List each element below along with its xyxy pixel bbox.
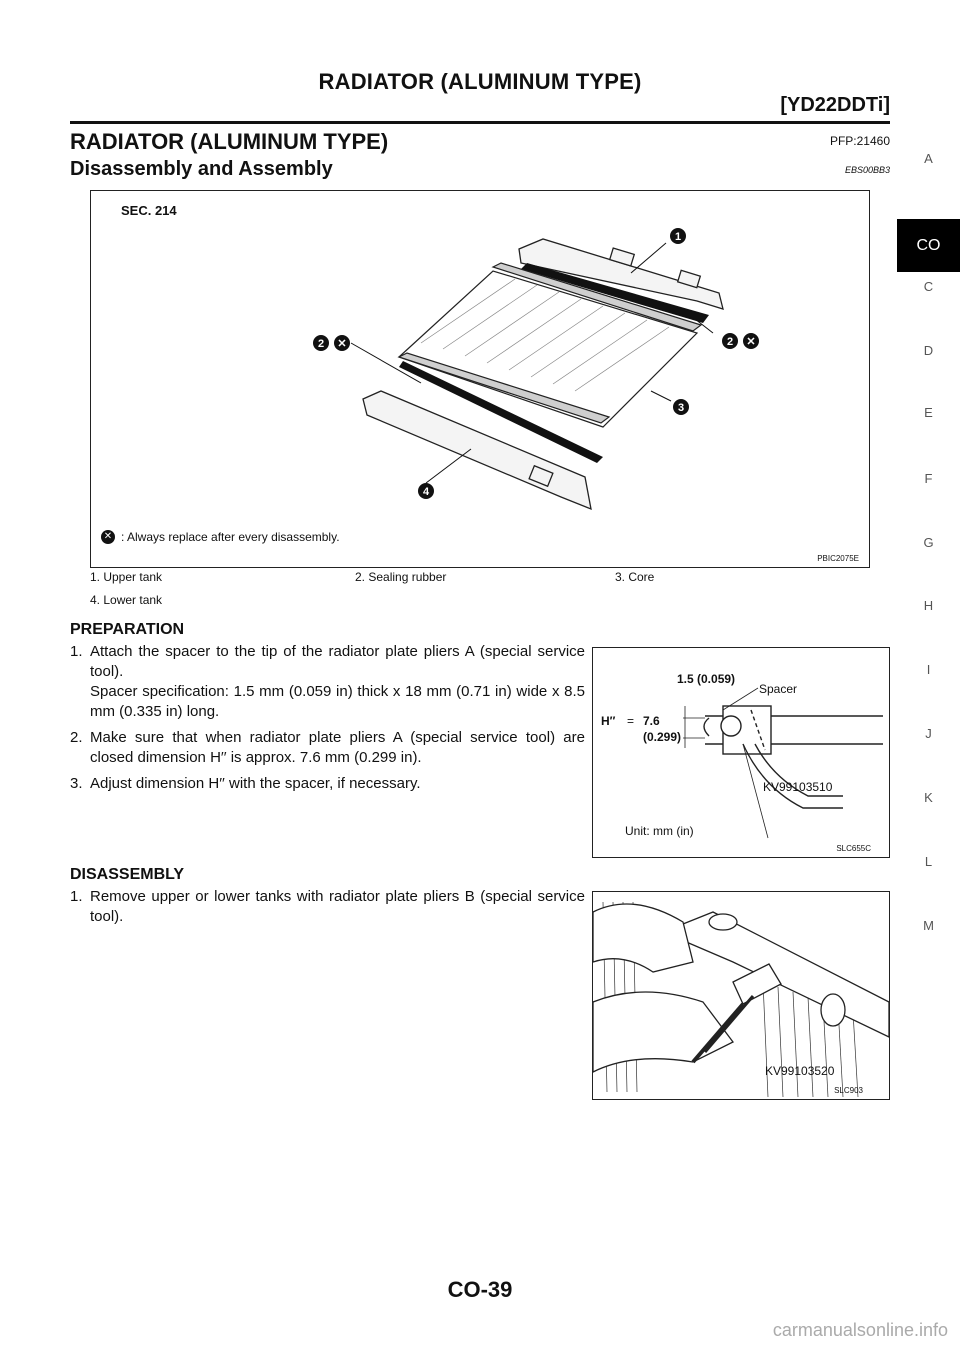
subsection-title: Disassembly and Assembly: [70, 158, 333, 180]
tool-number: KV99103520: [765, 1064, 835, 1078]
h-dimension-inch: (0.299): [643, 730, 682, 744]
h-dimension-value: 7.6: [643, 714, 660, 728]
part-item: 4. Lower tank: [90, 593, 163, 607]
radiator-drawing: [91, 191, 869, 567]
tab-i[interactable]: I: [926, 662, 931, 677]
tab-k[interactable]: K: [924, 790, 933, 805]
list-item: 3. Adjust dimension H′′ with the spacer, if necessary.: [70, 775, 421, 792]
tank-removal-figure: [592, 891, 890, 1100]
spacer-thickness: 1.5 (0.059): [677, 672, 736, 686]
figure-id: PBIC2075E: [817, 554, 859, 563]
callout-4: 4: [422, 486, 430, 498]
tab-g[interactable]: G: [923, 535, 934, 550]
tab-co-active[interactable]: CO: [897, 219, 960, 272]
disassembly-steps: [70, 887, 585, 933]
subsection-code: EBS00BB3: [844, 165, 890, 175]
disassembly-heading: DISASSEMBLY: [70, 866, 185, 883]
callout-1: 1: [674, 231, 682, 243]
page-number: CO-39: [447, 1277, 513, 1302]
radiator-exploded-figure: [90, 190, 870, 568]
tab-f[interactable]: F: [924, 471, 933, 486]
figure-id: SLC903: [834, 1086, 863, 1095]
tab-j[interactable]: J: [925, 726, 932, 741]
replace-legend: [101, 530, 340, 544]
part-item: 3. Core: [615, 570, 655, 584]
callout-2-left: 2: [317, 338, 325, 350]
callout-3: 3: [677, 402, 685, 414]
footer-watermark: carmanualsonline.info: [772, 1320, 948, 1340]
list-item: 1. Attach the spacer to the tip of the radiator plate pliers A (special service tool). Spacer specification: 1.5 mm (0.059 in) thick x 18 mm (0.71 in) wide x 8.5 mm (0.335 in) long.: [70, 643, 585, 720]
pliers-spacer-figure: [592, 647, 890, 858]
unit-label: Unit: mm (in): [625, 824, 694, 838]
sec-label: SEC. 214: [121, 203, 177, 218]
legend-text: : Always replace after every disassembly.: [121, 530, 340, 544]
h-dimension-label: H′′: [601, 714, 616, 728]
part-item: 2. Sealing rubber: [355, 570, 447, 584]
figure-id: SLC655C: [836, 844, 871, 853]
tab-h[interactable]: H: [923, 598, 934, 613]
h-equals: =: [627, 714, 635, 728]
tab-d[interactable]: D: [923, 343, 934, 358]
section-title: RADIATOR (ALUMINUM TYPE): [70, 129, 389, 154]
preparation-steps: [70, 642, 585, 800]
tab-l[interactable]: L: [924, 854, 933, 869]
tab-e[interactable]: E: [924, 405, 933, 420]
list-item: 1. Remove upper or lower tanks with radiator plate pliers B (special service tool).: [70, 888, 585, 925]
replace-icon: ✕: [101, 530, 115, 544]
tab-m[interactable]: M: [923, 918, 934, 933]
svg-text:✕: ✕: [746, 336, 756, 348]
svg-text:✕: ✕: [337, 338, 347, 350]
tank-removal-drawing: [593, 892, 889, 1099]
section-code: PFP:21460: [829, 134, 890, 148]
list-item: 2. Make sure that when radiator plate pliers A (special service tool) are closed dimension H′′ is approx. 7.6 mm (0.299 in).: [70, 729, 585, 766]
tab-c[interactable]: C: [923, 279, 934, 294]
header-rule: [70, 121, 890, 124]
tool-number: KV99103510: [763, 780, 833, 794]
page-header-title: RADIATOR (ALUMINUM TYPE): [318, 69, 642, 94]
spacer-label: Spacer: [759, 682, 798, 696]
preparation-heading: PREPARATION: [70, 621, 185, 638]
engine-code: [YD22DDTi]: [780, 94, 890, 116]
part-item: 1. Upper tank: [90, 570, 163, 584]
callout-2-right: 2: [726, 336, 734, 348]
tab-a[interactable]: A: [924, 151, 933, 166]
